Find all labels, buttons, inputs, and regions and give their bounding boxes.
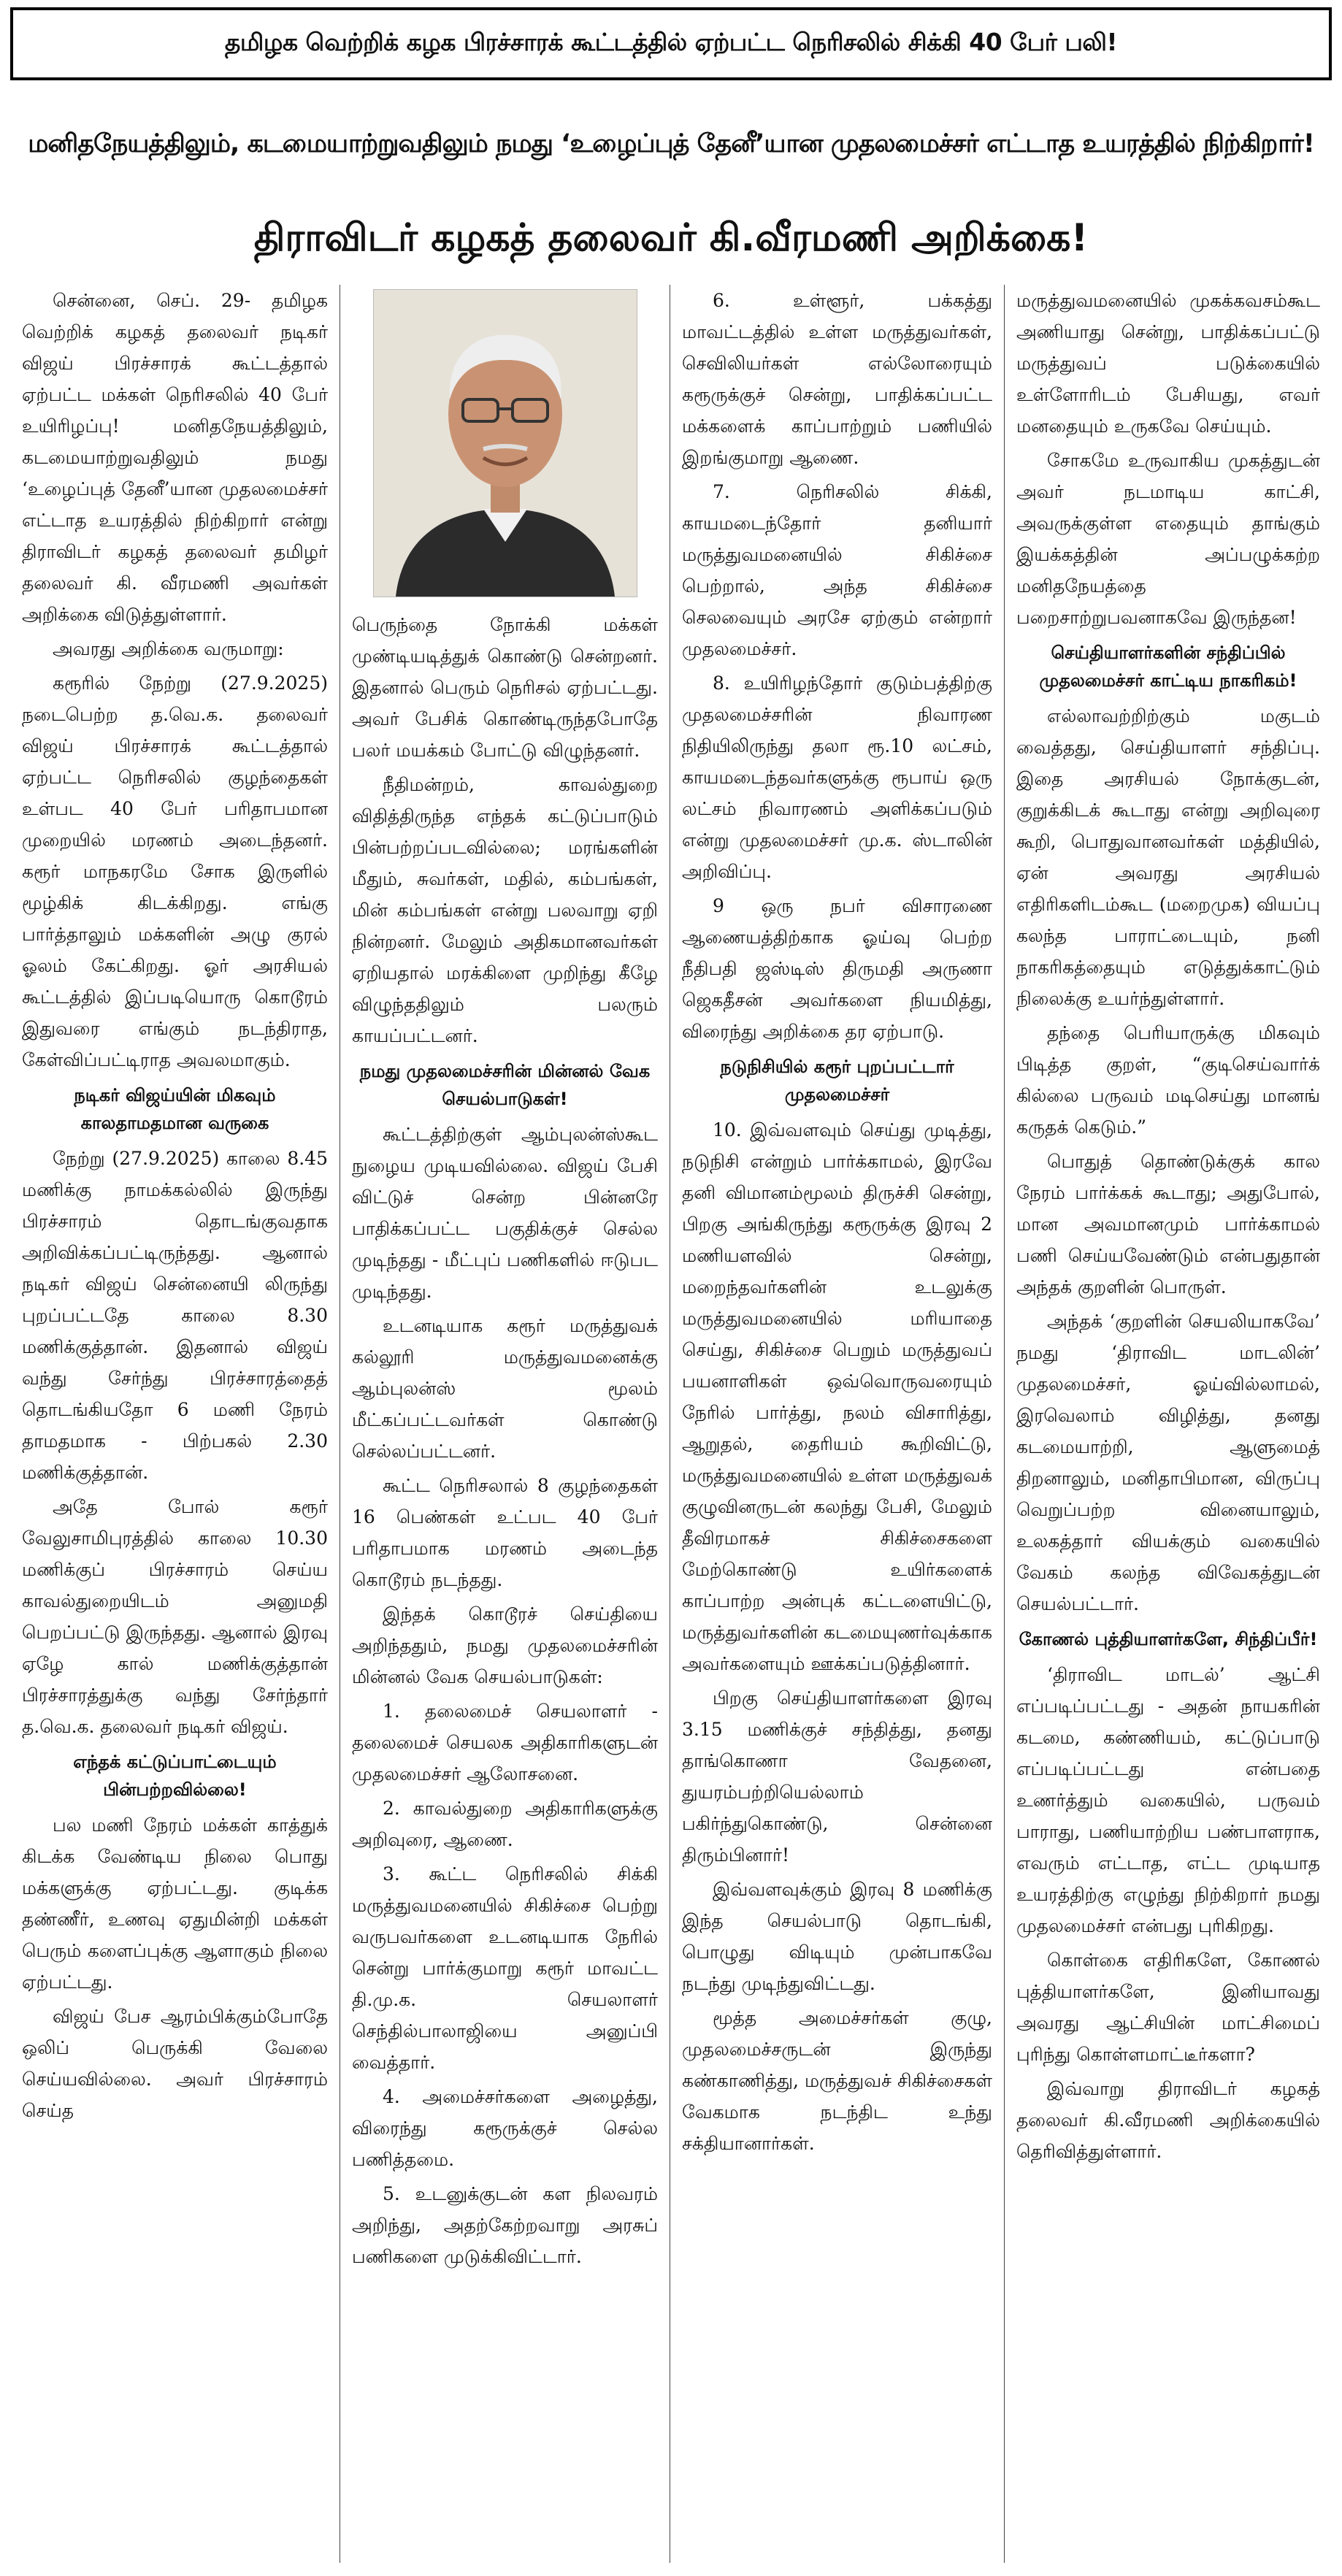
paragraph: கூட்டத்திற்குள் ஆம்புலன்ஸ்கூட நுழைய முடியவில்லை. விஜய் பேசி விட்டுச் சென்ற பின்னரே பாதிக்கப்பட்ட பகுதிக்குச் செல்ல முடிந்தது - மீட்புப் பணிகளில் ஈடுபட முடிந்தது.: [352, 1124, 658, 1302]
paragraph: தந்தை பெரியாருக்கு மிகவும் பிடித்த குறள், “குடிசெய்வார்க் கில்லை பருவம் மடிசெய்து மானங் கருதக் கெடும்.”: [1016, 1022, 1320, 1138]
list-item: 7. நெரிசலில் சிக்கி, காயமடைந்தோர் தனியார் மருத்துவமனையில் சிகிச்சை பெற்றால், அந்த சிகிச்சை செலவையும் அரசே ஏற்கும் என்றார் முதலமைச்சர்.: [682, 481, 992, 659]
section-heading: நமது முதலமைச்சரின் மின்னல் வேக செயல்பாடுகள்!: [359, 1061, 651, 1109]
top-banner: [10, 7, 1332, 80]
article-columns: [10, 285, 1332, 2563]
newspaper-page: [0, 7, 1342, 2576]
paragraph: உடனடியாக கரூர் மருத்துவக் கல்லூரி மருத்துவமனைக்கு ஆம்புலன்ஸ் மூலம் மீட்கப்பட்டவர்கள் கொண்டு செல்லப்பட்டனர்.: [352, 1315, 658, 1462]
section-heading: செய்தியாளர்களின் சந்திப்பில் முதலமைச்சர் காட்டிய நாகரிகம்!: [1039, 643, 1297, 691]
list-item: 6. உள்ளூர், பக்கத்து மாவட்டத்தில் உள்ள மருத்துவர்கள், செவிலியர்கள் எல்லோரையும் கரூருக்குச் சென்று, பாதிக்கப்பட்ட மக்களைக் காப்பாற்றும் பணியில் இறங்குமாறு ஆணை.: [682, 290, 992, 468]
portrait-illustration: [374, 290, 637, 597]
paragraph: மூத்த அமைச்சர்கள் குழு, முதலமைச்சருடன் இருந்து கண்காணித்து, மருத்துவச் சிகிச்சைகள் வேகமாக நடந்திட உந்து சக்தியானார்கள்.: [682, 2007, 992, 2154]
paragraph: ‘திராவிட மாடல்’ ஆட்சி எப்படிப்பட்டது - அதன் நாயகரின் கடமை, கண்ணியம், கட்டுப்பாடு எப்படிப்பட்டது என்பதை உணர்த்தும் வகையில், பருவம் பாராது, பணியாற்றிய பண்பாளராக, எவரும் எட்டாத, எட்ட முடியாத உயரத்திற்கு எழுந்து நிற்கிறார் நமது முதலமைச்சர் என்பது புரிகிறது.: [1016, 1664, 1320, 1936]
list-item: 9 ஒரு நபர் விசாரணை ஆணையத்திற்காக ஓய்வு பெற்ற நீதிபதி ஜஸ்டிஸ் திருமதி அருணா ஜெகதீசன் அவர்களை நியமித்து, விரைந்து அறிக்கை தர ஏற்பாடு.: [682, 895, 992, 1042]
banner-text: தமிழக வெற்றிக் கழக பிரச்சாரக் கூட்டத்தில் ஏற்பட்ட நெரிசலில் சிக்கி 40 பேர் பலி!: [224, 28, 1118, 56]
paragraph: பிறகு செய்தியாளர்களை இரவு 3.15 மணிக்குச் சந்தித்து, தனது தாங்கொணா வேதனை, துயரம்பற்றியெல்லாம் பகிர்ந்துகொண்டு, சென்னை திரும்பினார்!: [682, 1687, 992, 1866]
column-3: [670, 285, 1005, 2563]
paragraph: இவ்வளவுக்கும் இரவு 8 மணிக்கு இந்த செயல்பாடு தொடங்கி, பொழுது விடியும் முன்பாகவே நடந்து முடிந்துவிட்டது.: [682, 1879, 992, 1994]
list-item: 3. கூட்ட நெரிசலில் சிக்கி மருத்துவமனையில் சிகிச்சை பெற்று வருபவர்களை உடனடியாக நேரில் சென்று பார்க்குமாறு கரூர் மாவட்ட தி.மு.க. செயலாளர் செந்தில்பாலாஜியை அனுப்பி வைத்தார்.: [352, 1863, 658, 2073]
section-heading: நடிகர் விஜய்யின் மிகவும் காலதாமதமான வருகை: [74, 1085, 276, 1133]
paragraph: பொதுத் தொண்டுக்குக் கால நேரம் பார்க்கக் கூடாது; அதுபோல், மான அவமானமும் பார்க்காமல் பணி செய்யவேண்டும் என்பதுதான் அந்தக் குறளின் பொருள்.: [1016, 1151, 1320, 1297]
paragraph: கரூரில் நேற்று (27.9.2025) நடைபெற்ற த.வெ.க. தலைவர் விஜய் பிரச்சாரக் கூட்டத்தால் ஏற்பட்ட நெரிசலில் குழந்தைகள் உள்பட 40 பேர் பரிதாபமான முறையில் மரணம் அடைந்தனர். கரூர் மாநகரமே சோக இருளில் மூழ்கிக் கிடக்கிறது. எங்கு பார்த்தாலும் மக்களின் அழு குரல் ஓலம் கேட்கிறது. ஓர் அரசியல் கூட்டத்தில் இப்படியொரு கொடூரம் இதுவரை எங்கும் நடந்திராத, கேள்விப்பட்டிராத அவலமாகும்.: [22, 672, 328, 1070]
list-item: 5. உடனுக்குடன் கள நிலவரம் அறிந்து, அதற்கேற்றவாறு அரசுப் பணிகளை முடுக்கிவிட்டார்.: [352, 2183, 658, 2267]
list-item: 2. காவல்துறை அதிகாரிகளுக்கு அறிவுரை, ஆணை.: [352, 1798, 658, 1850]
paragraph: அவரது அறிக்கை வருமாறு:: [53, 638, 284, 659]
list-item: 1. தலைமைச் செயலாளர் - தலைமைச் செயலக அதிகாரிகளுடன் முதலமைச்சர் ஆலோசனை.: [352, 1701, 658, 1785]
paragraph: சென்னை, செப். 29- தமிழக வெற்றிக் கழகத் தலைவர் நடிகர் விஜய் பிரச்சாரக் கூட்டத்தால் ஏற்பட்ட மக்கள் நெரிசலில் 40 பேர் உயிரிழப்பு! மனிதநேயத்திலும், கடமையாற்றுவதிலும் நமது ‘உழைப்புத் தேனீ’யான முதலமைச்சர் எட்டாத உயரத்தில் நிற்கிறார் என்று திராவிடர் கழகத் தலைவர் தமிழர் தலைவர் கி. வீரமணி அவர்கள் அறிக்கை விடுத்துள்ளார்.: [22, 290, 328, 625]
headline: [10, 91, 1332, 200]
paragraph: கூட்ட நெரிசலால் 8 குழந்தைகள் 16 பெண்கள் உட்பட 40 பேர் பரிதாபமாக மரணம் அடைந்த கொடூரம் நடந்தது.: [352, 1475, 658, 1590]
headline-text: மனிதநேயத்திலும், கடமையாற்றுவதிலும் நமது ‘உழைப்புத் தேனீ’யான முதலமைச்சர் எட்டாத உயரத்தில் நிற்கிறார்!: [28, 129, 1314, 158]
paragraph: பெருந்தை நோக்கி மக்கள் முண்டியடித்துக் கொண்டு சென்றனர். இதனால் பெரும் நெரிசல் ஏற்பட்டது. அவர் பேசிக் கொண்டிருந்தபோதே பலர் மயக்கம் போட்டு விழுந்தனர்.: [352, 614, 658, 761]
portrait-photo: [373, 289, 637, 597]
list-item: 4. அமைச்சர்களை அழைத்து, விரைந்து கரூருக்குச் செல்ல பணித்தமை.: [352, 2086, 658, 2170]
paragraph: பல மணி நேரம் மக்கள் காத்துக் கிடக்க வேண்டிய நிலை பொது மக்களுக்கு ஏற்பட்டது. குடிக்க தண்ணீர், உணவு ஏதுமின்றி மக்கள் பெரும் களைப்புக்கு ஆளாகும் நிலை ஏற்பட்டது.: [22, 1814, 328, 1993]
section-heading: எந்தக் கட்டுப்பாட்டையும் பின்பற்றவில்லை!: [73, 1752, 277, 1800]
section-heading: கோணல் புத்தியாளர்களே, சிந்திப்பீர்!: [1019, 1629, 1318, 1649]
column-1: [10, 285, 340, 2563]
paragraph: விஜய் பேச ஆரம்பிக்கும்போதே ஒலிப் பெருக்கி வேலை செய்யவில்லை. அவர் பிரச்சாரம் செய்த: [22, 2006, 328, 2121]
paragraph: 10. இவ்வளவும் செய்து முடித்து, நடுநிசி என்றும் பார்க்காமல், இரவே தனி விமானம்மூலம் திருச்சி சென்று, பிறகு அங்கிருந்து கரூருக்கு இரவு 2 மணியளவில் சென்று, மறைந்தவர்களின் உடலுக்கு மருத்துவமனையில் மரியாதை செய்து, சிகிச்சை பெறும் மருத்துவப் பயனாளிகள் ஒவ்வொருவரையும் நேரில் பார்த்து, நலம் விசாரித்து, ஆறுதல், தைரியம் கூறிவிட்டு, மருத்துவமனையில் உள்ள மருத்துவக் குழுவினருடன் கலந்து பேசி, மேலும் தீவிரமாகச் சிகிச்சைகளை மேற்கொண்டு உயிர்களைக் காப்பாற்ற அன்புக் கட்டளையிட்டு, மருத்துவர்களின் கடமையுணர்வுக்காக அவர்களையும் ஊக்கப்படுத்தினார்.: [682, 1119, 992, 1674]
paragraph: இவ்வாறு திராவிடர் கழகத் தலைவர் கி.வீரமணி அறிக்கையில் தெரிவித்துள்ளார்.: [1016, 2078, 1320, 2162]
paragraph: இந்தக் கொடூரச் செய்தியை அறிந்ததும், நமது முதலமைச்சரின் மின்னல் வேக செயல்பாடுகள்:: [352, 1603, 658, 1687]
paragraph: கொள்கை எதிரிகளே, கோணல் புத்தியாளர்களே, இனியாவது அவரது ஆட்சியின் மாட்சிமைப் புரிந்து கொள்ளமாட்டீர்களா?: [1016, 1950, 1320, 2065]
paragraph: சோகமே உருவாகிய முகத்துடன் அவர் நடமாடிய காட்சி, அவருக்குள்ள எதையும் தாங்கும் இயக்கத்தின் அப்பழுக்கற்ற மனிதநேயத்தை பறைசாற்றுபவனாகவே இருந்தன!: [1016, 450, 1320, 628]
paragraph: எல்லாவற்றிற்கும் மகுடம் வைத்தது, செய்தியாளர் சந்திப்பு. இதை அரசியல் நோக்குடன், குறுக்கிடக் கூடாது என்று அறிவுரை கூறி, பொதுவானவர்கள் மத்தியில், ஏன் அவரது அரசியல் எதிரிகளிடம்கூட (மறைமுக) வியப்பு கலந்த பாராட்டையும், நனி நாகரிகத்தையும் எடுத்துக்காட்டும் நிலைக்கு உயர்ந்துள்ளார்.: [1016, 705, 1320, 1009]
paragraph: நீதிமன்றம், காவல்துறை விதித்திருந்த எந்தக் கட்டுப்பாடும் பின்பற்றப்படவில்லை; மரங்களின் மீதும், சுவர்கள், மதில், கம்பங்கள், மின் கம்பங்கள் என்று பலவாறு ஏறி நின்றனர். மேலும் அதிகமானவர்கள் ஏறியதால் மரக்கிளை முறிந்து கீழே விழுந்ததிலும் பலரும் காயப்பட்டனர்.: [352, 774, 658, 1046]
paragraph: அதே போல் கரூர் வேலுசாமிபுரத்தில் காலை 10.30 மணிக்குப் பிரச்சாரம் செய்ய காவல்துறையிடம் அனுமதி பெறப்பட்டு இருந்தது. ஆனால் இரவு ஏழே கால் மணிக்குத்தான் பிரச்சாரத்துக்கு வந்து சேர்ந்தார் த.வெ.க. தலைவர் நடிகர் விஜய்.: [22, 1496, 328, 1737]
paragraph: அந்தக் ‘குறளின் செயலியாகவே’ நமது ‘திராவிட மாடலின்’ முதலமைச்சர், ஓய்வில்லாமல், இரவெலாம் விழித்து, தனது கடமையாற்றி, ஆளுமைத் திறனாலும், மனிதாபிமான, விருப்பு வெறுப்பற்ற வினையாலும், உலகத்தார் வியக்கும் வகையில் வேகம் கலந்த விவேகத்துடன் செயல்பட்டார்.: [1016, 1311, 1320, 1614]
list-item: 8. உயிரிழந்தோர் குடும்பத்திற்கு முதலமைச்சரின் நிவாரண நிதியிலிருந்து தலா ரூ.10 லட்சம், காயமடைந்தவர்களுக்கு ரூபாய் ஒரு லட்சம் நிவாரணம் அளிக்கப்படும் என்று முதலமைச்சர் மு.க. ஸ்டாலின் அறிவிப்பு.: [682, 672, 992, 882]
paragraph: நேற்று (27.9.2025) காலை 8.45 மணிக்கு நாமக்கல்லில் இருந்து பிரச்சாரம் தொடங்குவதாக அறிவிக்கப்பட்டிருந்தது. ஆனால் நடிகர் விஜய் சென்னையி லிருந்து புறப்பட்டதே காலை 8.30 மணிக்குத்தான். இதனால் விஜய் வந்து சேர்ந்து பிரச்சாரத்தைத் தொடங்கியதோ 6 மணி நேரம் தாமதமாக - பிற்பகல் 2.30 மணிக்குத்தான்.: [22, 1148, 328, 1483]
subheadline: [10, 200, 1332, 280]
paragraph: மருத்துவமனையில் முகக்கவசம்கூட அணியாது சென்று, பாதிக்கப்பட்டு மருத்துவப் படுக்கையில் உள்ளோரிடம் பேசியது, எவர் மனதையும் உருகவே செய்யும்.: [1016, 290, 1320, 437]
column-2: [340, 285, 670, 2563]
subheadline-text: திராவிடர் கழகத் தலைவர் கி.வீரமணி அறிக்கை!: [253, 215, 1089, 260]
section-heading: நடுநிசியில் கரூர் புறப்பட்டார் முதலமைச்சர்: [720, 1057, 954, 1105]
column-4: [1005, 285, 1332, 2563]
